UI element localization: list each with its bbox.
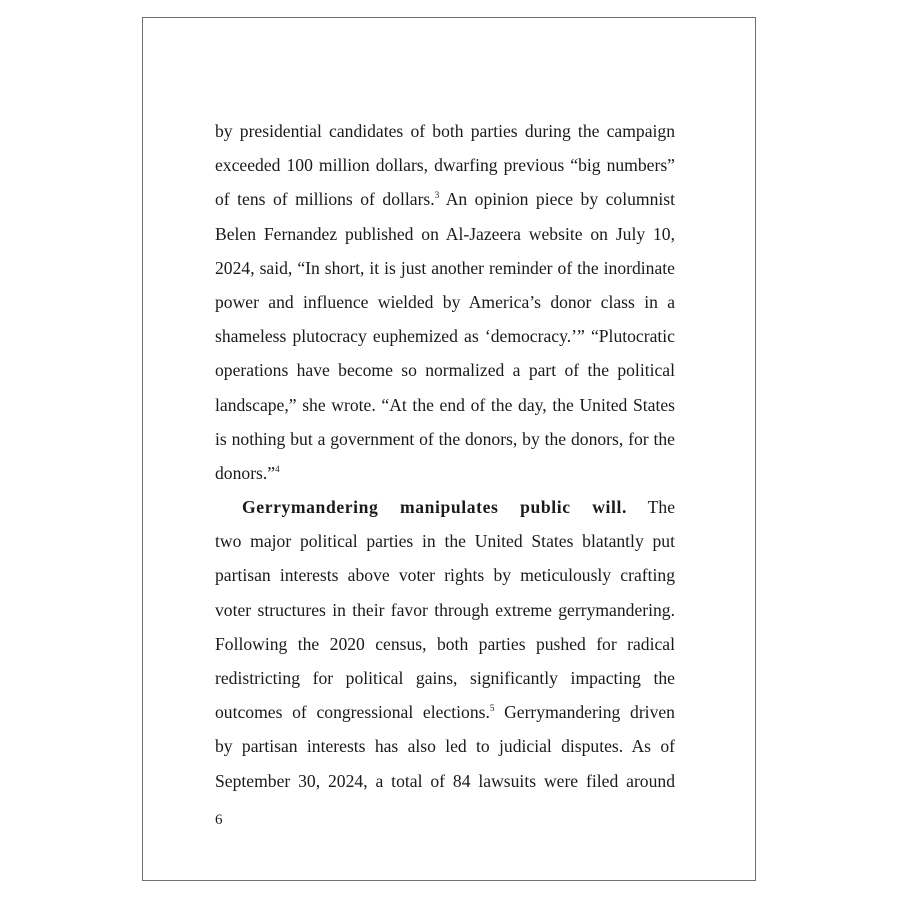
text-line: September 30, 2024, a total of 84 lawsuits were filed around	[215, 770, 675, 791]
footnote-marker: 3	[434, 190, 440, 201]
text-line: voter structures in their favor through extreme gerrymandering.	[215, 599, 675, 620]
text-line: by partisan interests has also led to judicial disputes. As of	[215, 736, 675, 757]
text-line: redistricting for political gains, significantly impacting the	[215, 668, 675, 688]
text-line: Belen Fernandez published on Al-Jazeera website on July 10,	[215, 223, 675, 244]
text-fragment: The	[626, 497, 676, 518]
text-line: landscape,” she wrote. “At the end of the day, the United States	[215, 394, 675, 415]
footnote-marker: 5	[489, 703, 495, 714]
text-line	[215, 456, 675, 490]
text-line	[215, 182, 675, 216]
text-line: exceeded 100 million dollars, dwarfing previous “big numbers”	[215, 155, 675, 176]
text-fragment: donors.”	[215, 462, 276, 483]
text-line: two major political parties in the United States blatantly put	[215, 531, 675, 552]
text-line: 2024, said, “In short, it is just another reminder of the inordinate	[215, 257, 675, 278]
page-number: 6	[215, 812, 223, 828]
text-line: by presidential candidates of both parties during the campaign	[215, 121, 675, 141]
text-line: is nothing but a government of the donors, by the donors, for the	[215, 428, 675, 449]
body-text	[215, 114, 675, 798]
text-fragment: of tens of millions of dollars.	[215, 189, 435, 210]
text-line: operations have become so normalized a part of the political	[215, 360, 675, 381]
text-line: shameless plutocracy euphemized as ‘democracy.’” “Plutocratic	[215, 326, 675, 347]
text-line: Following the 2020 census, both parties pushed for radical	[215, 633, 675, 654]
section-heading-line	[215, 490, 675, 524]
text-fragment: outcomes of congressional elections.	[215, 702, 490, 723]
footnote-marker: 4	[275, 463, 280, 474]
section-heading: Gerrymandering manipulates public will.	[242, 497, 627, 518]
text-line: partisan interests above voter rights by meticulously crafting	[215, 565, 675, 586]
text-fragment: Gerrymandering driven	[504, 702, 675, 723]
text-fragment: An opinion piece by columnist	[445, 189, 675, 210]
text-line: power and influence wielded by America’s donor class in a	[215, 291, 675, 312]
text-line	[215, 695, 675, 729]
